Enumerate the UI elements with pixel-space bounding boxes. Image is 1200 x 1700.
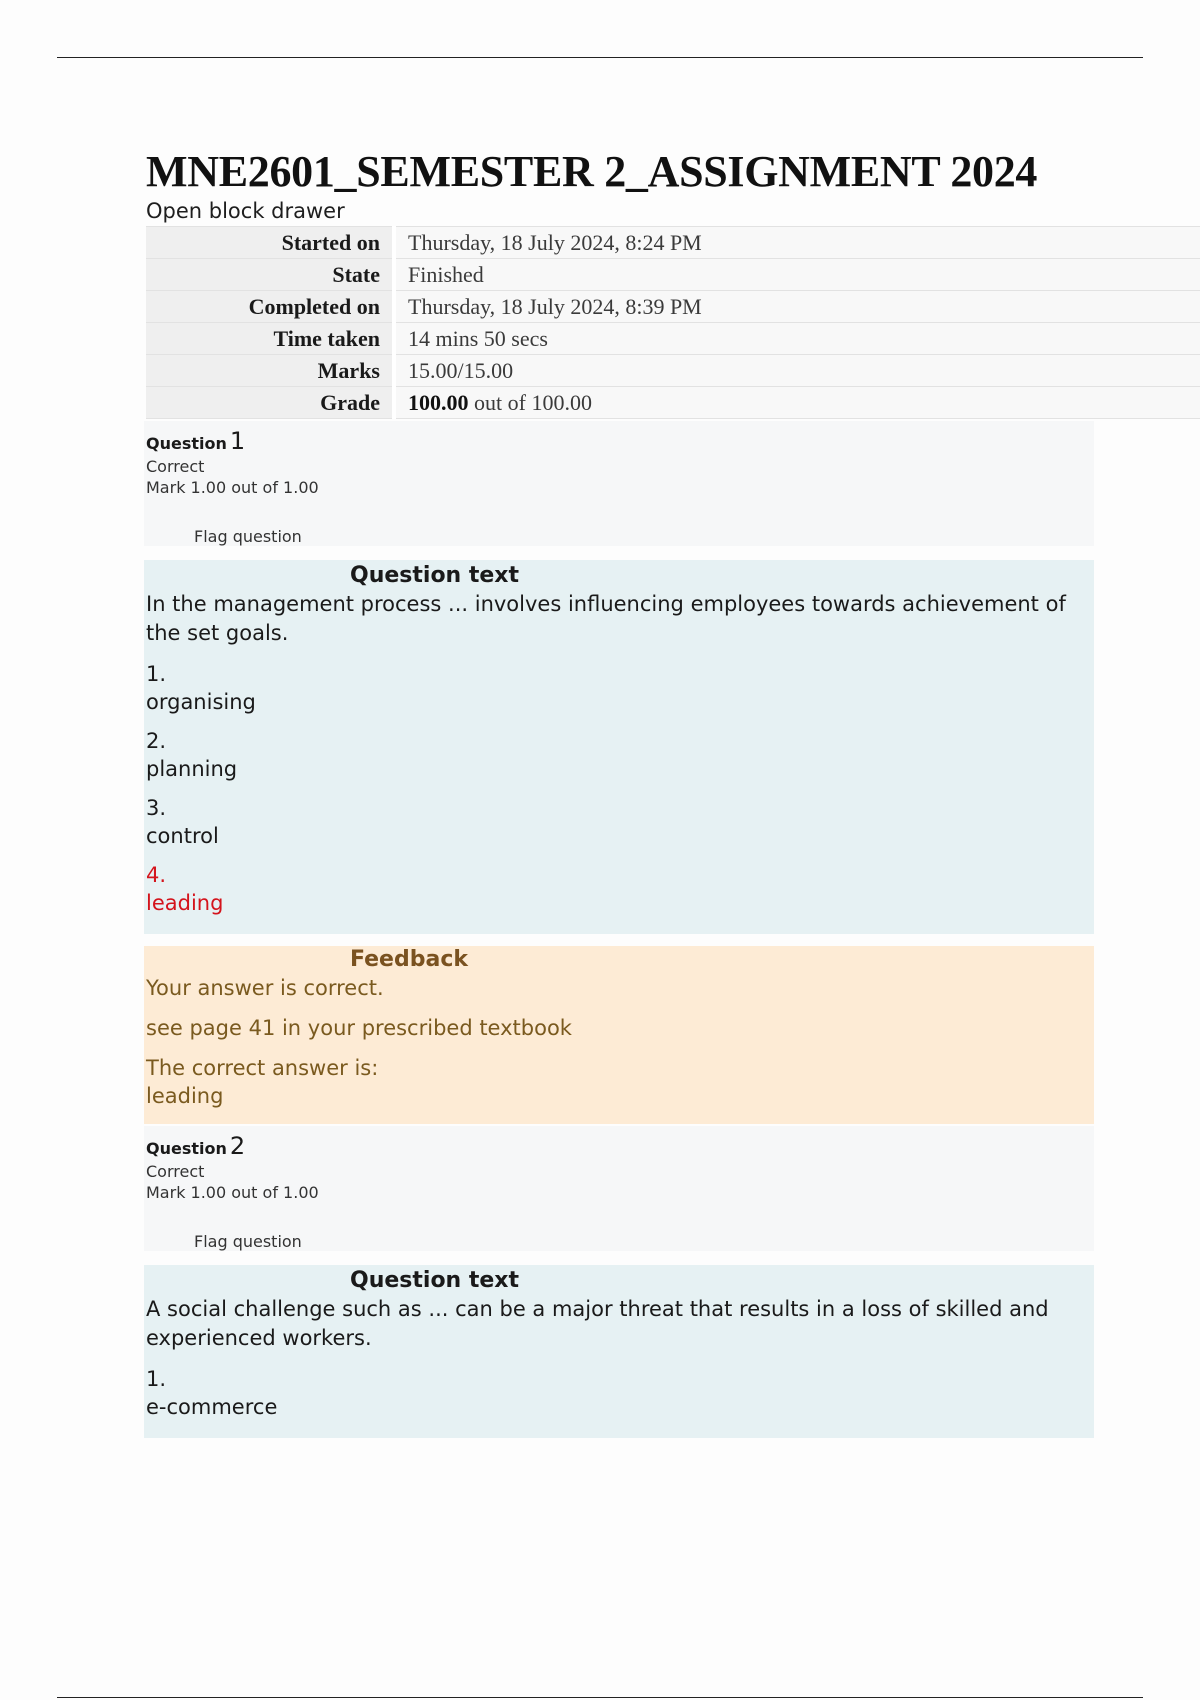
correct-answer: leading <box>146 1084 224 1108</box>
summary-row-marks <box>146 355 1200 387</box>
summary-label: Marks <box>146 355 394 387</box>
question-text-heading: Question text <box>350 563 520 588</box>
summary-label: Time taken <box>146 323 394 355</box>
answer-option[interactable] <box>146 794 1094 850</box>
page-content <box>146 146 1200 1438</box>
summary-row-grade <box>146 387 1200 419</box>
correct-answer-label: The correct answer is: <box>146 1056 379 1080</box>
question-state: Correct <box>146 1162 205 1181</box>
attempt-summary-table <box>146 226 1200 419</box>
question-info <box>144 421 1094 546</box>
summary-label: Started on <box>146 227 394 259</box>
summary-value <box>394 387 1200 419</box>
answer-number: 3. <box>146 796 167 820</box>
summary-value: 14 mins 50 secs <box>394 323 1200 355</box>
summary-label: State <box>146 259 394 291</box>
answer-number: 1. <box>146 662 167 686</box>
answer-text: leading <box>146 891 224 915</box>
answer-number: 4. <box>146 863 167 887</box>
question-formulation <box>144 1265 1094 1438</box>
answer-text: e-commerce <box>146 1395 278 1419</box>
top-rule <box>57 57 1143 58</box>
answer-text: planning <box>146 757 238 781</box>
summary-row-time-taken <box>146 323 1200 355</box>
answer-option[interactable] <box>146 727 1094 783</box>
summary-label: Completed on <box>146 291 394 323</box>
feedback-heading: Feedback <box>350 947 468 972</box>
grade-score: 100.00 <box>408 389 469 415</box>
summary-row-completed <box>146 291 1200 323</box>
question-number-value: 1 <box>229 427 246 455</box>
flag-question-button[interactable]: Flag question <box>194 1232 302 1251</box>
summary-value: Thursday, 18 July 2024, 8:24 PM <box>394 227 1200 259</box>
answer-number: 2. <box>146 729 167 753</box>
question-feedback <box>144 946 1094 1124</box>
question-grade: Mark 1.00 out of 1.00 <box>146 1183 319 1202</box>
answer-option[interactable] <box>146 660 1094 716</box>
question-grade: Mark 1.00 out of 1.00 <box>146 478 319 497</box>
question-number <box>146 427 245 455</box>
question-text: A social challenge such as ... can be a major threat that results in a loss of skilled and experienced workers. <box>146 1297 1049 1350</box>
summary-value: Finished <box>394 259 1200 291</box>
question-formulation <box>144 560 1094 934</box>
question-number <box>146 1132 245 1160</box>
question-state: Correct <box>146 457 205 476</box>
answer-number: 1. <box>146 1367 167 1391</box>
grade-out-of: out of 100.00 <box>468 389 592 415</box>
bottom-rule <box>57 1697 1143 1698</box>
page-title: MNE2601_SEMESTER 2_ASSIGNMENT 2024 <box>146 147 1038 196</box>
question-text: In the management process ... involves influencing employees towards achievement of the set goals. <box>146 592 1066 645</box>
summary-label: Grade <box>146 387 394 419</box>
question-text-heading: Question text <box>350 1268 520 1293</box>
answer-text: organising <box>146 690 256 714</box>
summary-row-state <box>146 259 1200 291</box>
feedback-result: Your answer is correct. <box>146 976 384 1000</box>
question-label: Question <box>146 1139 227 1158</box>
summary-value: Thursday, 18 July 2024, 8:39 PM <box>394 291 1200 323</box>
flag-question-button[interactable]: Flag question <box>194 527 302 546</box>
open-block-drawer-link[interactable]: Open block drawer <box>146 199 345 223</box>
answer-text: control <box>146 824 219 848</box>
question-number-value: 2 <box>229 1132 246 1160</box>
summary-value: 15.00/15.00 <box>394 355 1200 387</box>
answer-option-selected[interactable] <box>146 861 1094 917</box>
answer-option[interactable] <box>146 1365 1094 1421</box>
question-info <box>144 1126 1094 1251</box>
question-label: Question <box>146 434 227 453</box>
feedback-reference: see page 41 in your prescribed textbook <box>146 1016 572 1040</box>
summary-row-started <box>146 227 1200 259</box>
